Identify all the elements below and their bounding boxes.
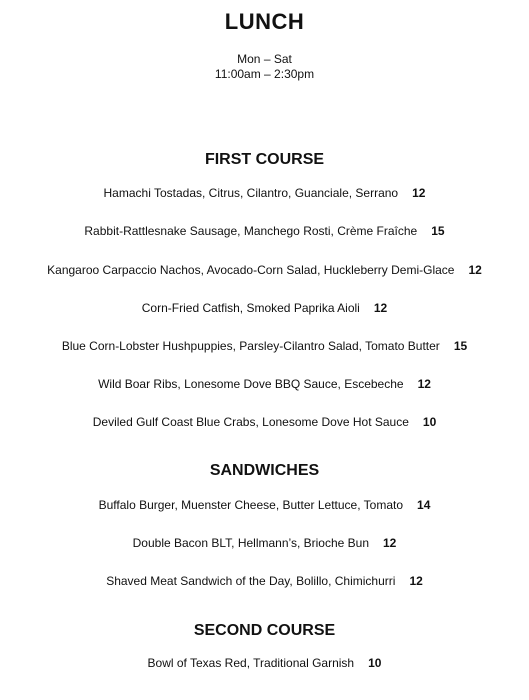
menu-days: Mon – Sat [237,52,292,66]
item-name: Hamachi Tostadas, Citrus, Cilantro, Guanciale, Serrano [103,186,399,200]
item-price: 15 [453,339,468,353]
menu-item [0,377,529,391]
item-price: 12 [412,186,426,200]
item-price: 12 [383,536,397,550]
section-heading-second-course: SECOND COURSE [193,622,336,639]
item-name: Shaved Meat Sandwich of the Day, Bolillo, Chimichurri [106,574,396,588]
menu-item [0,301,529,315]
menu-item [0,415,529,429]
item-price: 12 [417,377,431,391]
item-price: 10 [422,415,437,429]
item-name: Deviled Gulf Coast Blue Crabs, Lonesome Dove Hot Sauce [92,415,409,429]
section-heading-first-course: FIRST COURSE [204,151,325,168]
item-price: 15 [431,224,445,238]
menu-item [0,536,529,550]
menu-item [0,186,529,200]
item-name: Wild Boar Ribs, Lonesome Dove BBQ Sauce, Escebeche [98,377,404,391]
menu-item [0,498,529,512]
menu-hours: 11:00am – 2:30pm [214,67,315,81]
menu-item [0,224,529,238]
item-price: 14 [417,498,431,512]
item-price: 12 [373,301,388,315]
item-price: 10 [368,656,382,670]
menu-title: LUNCH [224,9,305,34]
item-price: 12 [468,263,482,277]
menu-item [0,656,529,670]
item-name: Rabbit-Rattlesnake Sausage, Manchego Rosti, Crème Fraîche [84,224,418,238]
item-price: 12 [409,574,423,588]
menu-item [0,263,529,277]
item-name: Buffalo Burger, Muenster Cheese, Butter Lettuce, Tomato [98,498,404,512]
item-name: Blue Corn-Lobster Hushpuppies, Parsley-Cilantro Salad, Tomato Butter [61,339,440,353]
item-name: Double Bacon BLT, Hellmann’s, Brioche Bun [132,536,369,550]
section-heading-sandwiches: SANDWICHES [209,462,320,479]
item-name: Corn-Fried Catfish, Smoked Paprika Aioli [141,301,360,315]
item-name: Bowl of Texas Red, Traditional Garnish [147,656,355,670]
item-name: Kangaroo Carpaccio Nachos, Avocado-Corn Salad, Huckleberry Demi-Glace [47,263,455,277]
menu-item [0,339,529,353]
menu-item [0,574,529,588]
